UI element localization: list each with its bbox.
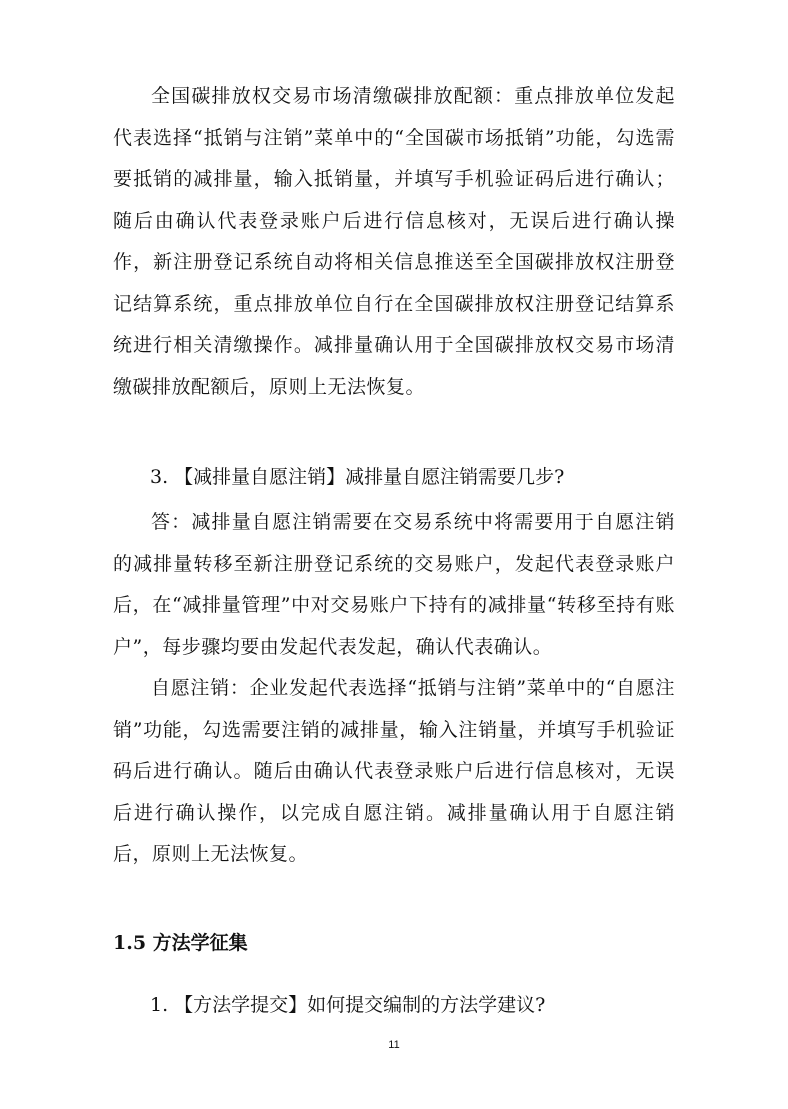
- section-heading: 1.5 方法学征集: [113, 932, 248, 954]
- question-methodology-submission: 1. 【方法学提交】如何提交编制的方法学建议?: [150, 994, 546, 1016]
- paragraph-voluntary-cancellation-steps: 自愿注销：企业发起代表选择“抵销与注销”菜单中的“自愿注销”功能，勾选需要注销的减排量，输入注销量，并填写手机验证码后进行确认。随后由确认代表登录账户后进行信息核对，无误后进行确认操作，以完成自愿注销。减排量确认用于自愿注销后，原则上无法恢复。: [113, 677, 675, 865]
- answer-voluntary-cancellation: 答：减排量自愿注销需要在交易系统中将需要用于自愿注销的减排量转移至新注册登记系统的交易账户，发起代表登录账户后，在“减排量管理”中对交易账户下持有的减排量“转移至持有账户”，每步骤均要由发起代表发起，确认代表确认。: [113, 511, 675, 658]
- page-number: 11: [388, 1039, 400, 1051]
- paragraph-national-market-offset: 全国碳排放权交易市场清缴碳排放配额：重点排放单位发起代表选择“抵销与注销”菜单中的“全国碳市场抵销”功能，勾选需要抵销的减排量，输入抵销量，并填写手机验证码后进行确认；随后由确认代表登录账户后进行信息核对，无误后进行确认操作，新注册登记系统自动将相关信息推送至全国碳排放权注册登记结算系统，重点排放单位自行在全国碳排放权注册登记结算系统进行相关清缴操作。减排量确认用于全国碳排放权交易市场清缴碳排放配额后，原则上无法恢复。: [113, 85, 675, 398]
- question-voluntary-cancellation: 3. 【减排量自愿注销】减排量自愿注销需要几步?: [150, 466, 565, 488]
